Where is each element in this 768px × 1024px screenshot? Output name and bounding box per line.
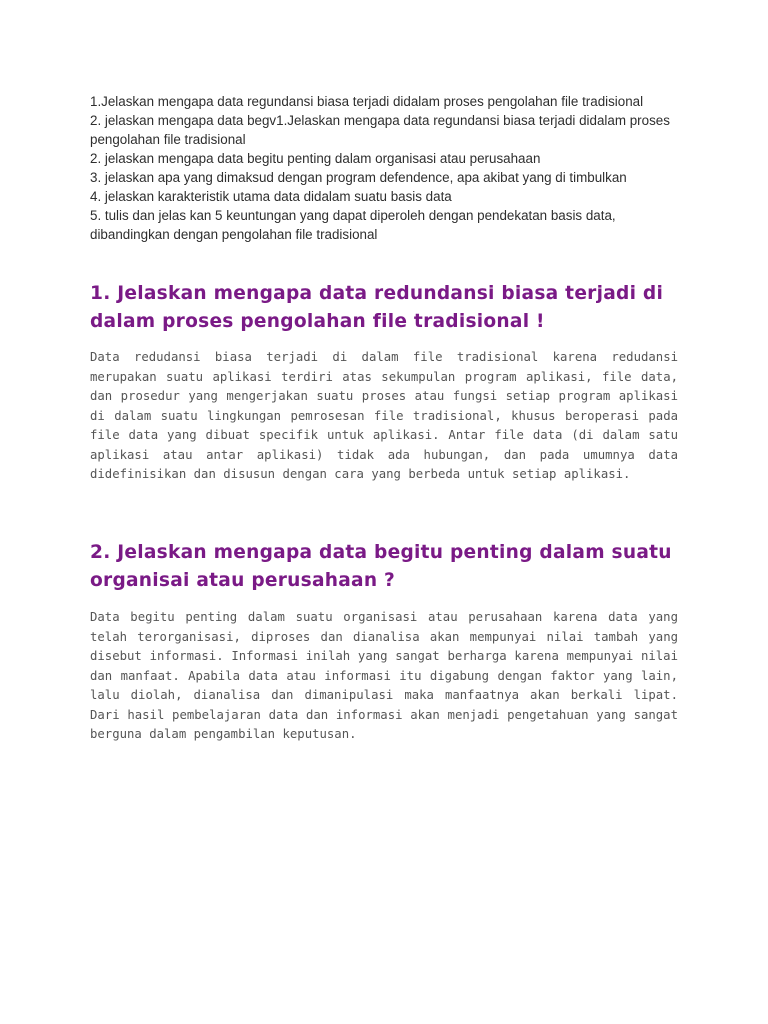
question-item: 1.Jelaskan mengapa data regundansi biasa terjadi didalam proses pengolahan file tradisional	[90, 94, 644, 109]
question-item: 2. jelaskan mengapa data begv1.Jelaskan mengapa data regundansi biasa terjadi didalam proses pengolahan file tradisional	[90, 113, 670, 147]
section-1-heading: 1. Jelaskan mengapa data redundansi biasa terjadi di dalam proses pengolahan file tradisional !	[90, 283, 664, 332]
question-list	[90, 92, 690, 244]
section-2-heading: 2. Jelaskan mengapa data begitu penting dalam suatu organisai atau perusahaan ?	[90, 542, 672, 591]
question-item: 2. jelaskan mengapa data begitu penting dalam organisasi atau perusahaan	[90, 151, 541, 166]
question-item: 3. jelaskan apa yang dimaksud dengan program defendence, apa akibat yang di timbulkan	[90, 170, 627, 185]
section-2-answer: Data begitu penting dalam suatu organisasi atau perusahaan karena data yang telah terorganisasi, diproses dan dianalisa akan mempunyai nilai tambah yang disebut informasi. Informasi inilah yang sangat berharga karena mempunyai nilai dan manfaat. Apabila data atau informasi itu digabung dengan faktor yang lain, lalu diolah, dianalisa dan dimanipulasi maka manfaatnya akan berkali lipat. Dari hasil pembelajaran data dan informasi akan menjadi pengetahuan yang sangat berguna dalam pengambilan keputusan.	[90, 610, 678, 741]
section-1-answer: Data redudansi biasa terjadi di dalam file tradisional karena redudansi merupakan suatu aplikasi terdiri atas sekumpulan program aplikasi, file data, dan prosedur yang mengerjakan suatu proses atau fungsi setiap program aplikasi di dalam suatu lingkungan pemrosesan file tradisional, khusus beroperasi pada file data yang dibuat specifik untuk aplikasi. Antar file data (di dalam satu aplikasi atau antar aplikasi) tidak ada hubungan, dan pada umumnya data didefinisikan dan disusun dengan cara yang berbeda untuk setiap aplikasi.	[90, 350, 678, 481]
question-item: 4. jelaskan karakteristik utama data didalam suatu basis data	[90, 189, 452, 204]
question-item: 5. tulis dan jelas kan 5 keuntungan yang dapat diperoleh dengan pendekatan basis data, dibandingkan dengan pengolahan file tradisional	[90, 208, 616, 242]
